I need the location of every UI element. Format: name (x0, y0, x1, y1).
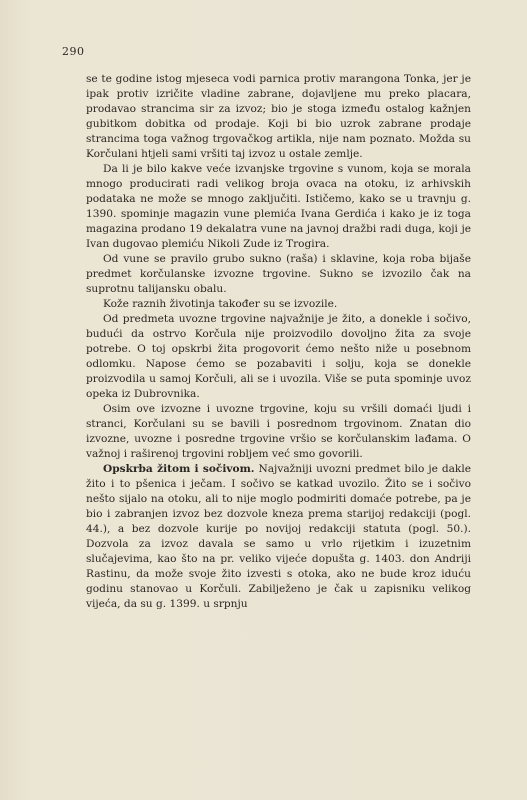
paragraph: se te godine istog mjeseca vodi parnica protiv marangona Tonka, jer je ipak protiv izričite vladine zabrane, dojavljene mu preko placara, prodavao strancima sir za izvoz; bio je stoga između ostalog kažnjen gubitkom dobitka od prodaje. Koji bi bio uzrok zabrane prodaje strancima toga važnog trgovačkog artikla, nije nam poznato. Možda su Korčulani htjeli sami vršiti taj izvoz u ostale zemlje. (86, 73, 471, 160)
paragraph: Osim ove izvozne i uvozne trgovine, koju su vršili domaći ljudi i stranci, Korčulani su se bavili i posrednom trgovinom. Znatan dio izvozne, uvozne i posredne trgovine vršio se korčulanskim lađama. O važnoj i raširenoj trgovini robljem već smo govorili. (86, 403, 471, 460)
paragraph: Od predmeta uvozne trgovine najvažnije je žito, a donekle i sočivo, budući da ostrvo Korčula nije proizvodilo dovoljno žita za svoje potrebe. O toj opskrbi žita progovorit ćemo nešto niže u posebnom odlomku. Napose ćemo se pozabaviti i solju, koja se donekle proizvodila u samoj Korčuli, ali se i uvozila. Više se puta spominje uvoz opeka iz Dubrovnika. (86, 313, 471, 400)
page-number: 290 (62, 45, 85, 58)
body-text (86, 72, 471, 612)
paragraph-body: Najvažniji uvozni predmet bilo je dakle žito i to pšenica i ječam. I sočivo se katkad uvozilo. Žito se i sočivo nešto sijalo na otoku, ali to nije moglo podmiriti domaće potrebe, pa je bio i zabranjen izvoz bez dozvole kneza prema starijoj redakciji (pogl. 44.), a bez dozvole kurije po novijoj redakciji statuta (pogl. 50.). Dozvola za izvoz davala se samo u vrlo rijetkim i izuzetnim slučajevima, kao što na pr. veliko vijeće dopušta g. 1403. don Andriji Rastinu, da može svoje žito izvesti s otoka, ako ne bude kroz iduću godinu stanovao u Korčuli. Zabilježeno je čak u zapisniku velikog vijeća, da su g. 1399. u srpnju (86, 463, 472, 610)
paragraph: Kože raznih životinja također su se izvozile. (103, 298, 338, 310)
paragraph-with-heading (86, 462, 471, 612)
paragraph: Od vune se pravilo grubo sukno (raša) i sklavine, koja roba bijaše predmet korčulanske izvozne trgovine. Sukno se izvozilo čak na suprotnu talijansku obalu. (86, 253, 471, 295)
paragraph: Da li je bilo kakve veće izvanjske trgovine s vunom, koja se morala mnogo producirati radi velikog broja ovaca na otoku, iz arhivskih podataka ne može se mnogo zaključiti. Ističemo, kako se u travnju g. 1390. spominje magazin vune plemića Ivana Gerdića i kako je iz toga magazina prodano 19 dekalatra vune na javnoj dražbi radi duga, koji je Ivan dugovao plemiću Nikoli Zude iz Trogira. (86, 163, 471, 250)
section-heading: Opskrba žitom i sočivom. (103, 463, 255, 475)
